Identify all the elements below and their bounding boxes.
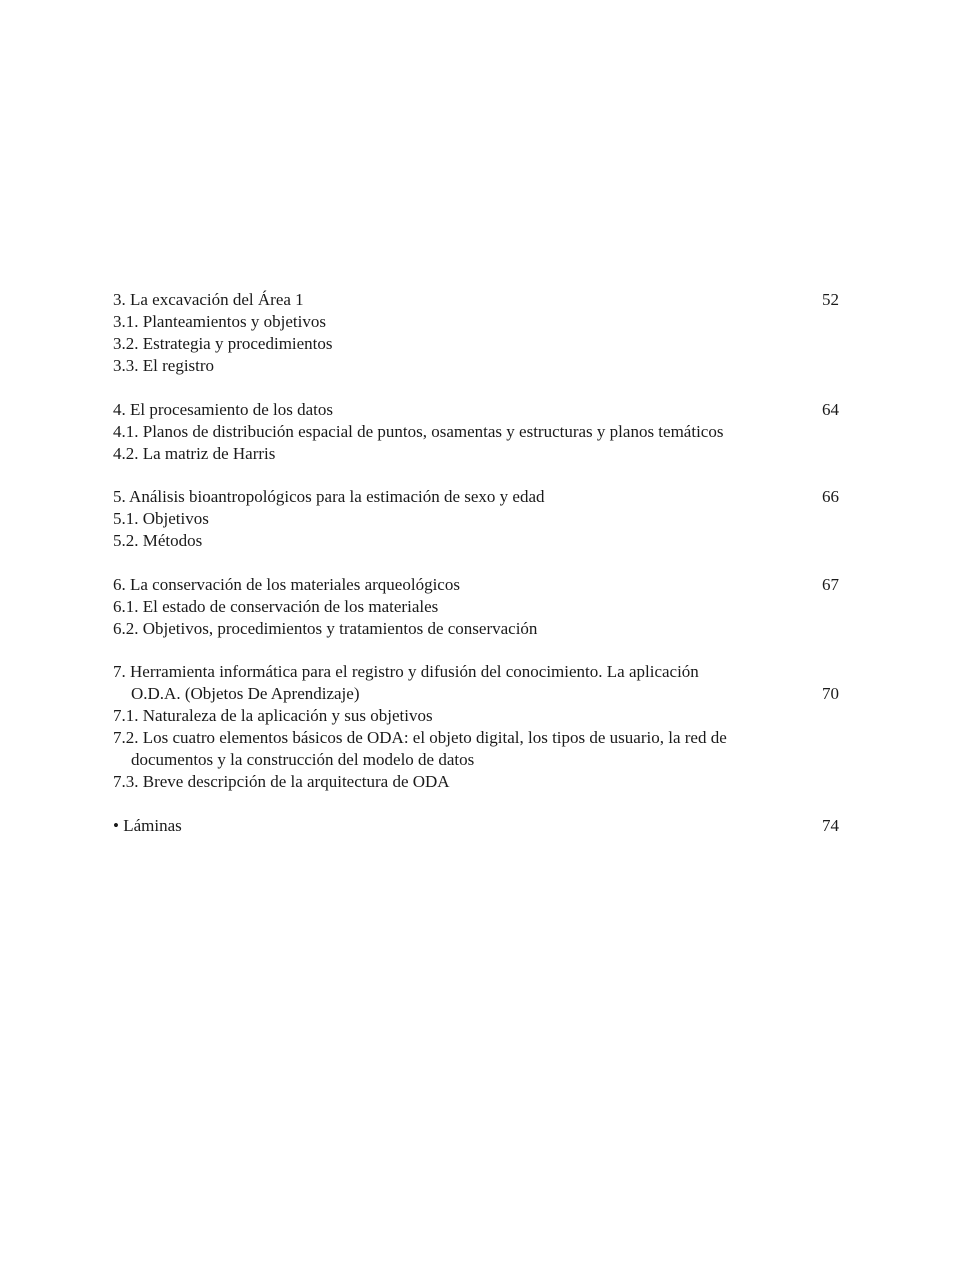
toc-section-5 [113, 486, 839, 552]
toc-section-laminas [113, 815, 839, 837]
toc-item: 5.1. Objetivos [113, 509, 209, 528]
toc-page-number: 67 [822, 574, 839, 594]
toc-section-6 [113, 574, 839, 640]
toc-heading [113, 289, 839, 311]
toc-item-line2: documentos y la construcción del modelo de datos [131, 750, 475, 769]
toc-heading-text: 3. La excavación del Área 1 [113, 290, 304, 309]
toc-item: 4.1. Planos de distribución espacial de puntos, osamentas y estructuras y planos temáticos [113, 421, 724, 441]
toc-item: 3.1. Planteamientos y objetivos [113, 312, 326, 331]
table-of-contents [113, 289, 839, 858]
toc-item: 5.2. Métodos [113, 531, 203, 550]
toc-heading-text: 6. La conservación de los materiales arqueológicos [113, 574, 460, 594]
toc-section-4 [113, 399, 839, 465]
toc-item: 7.1. Naturaleza de la aplicación y sus objetivos [113, 706, 433, 725]
toc-section-7 [113, 661, 839, 793]
toc-page-number: 64 [822, 399, 839, 419]
toc-page-number: 52 [822, 290, 839, 309]
toc-heading-text-line1: 7. Herramienta informática para el registro y difusión del conocimiento. La aplicación [113, 662, 699, 681]
toc-heading-text: • Láminas [113, 815, 182, 835]
toc-heading [113, 399, 839, 421]
toc-heading [113, 815, 839, 837]
toc-heading-text: 4. El procesamiento de los datos [113, 399, 334, 419]
toc-item: 3.2. Estrategia y procedimientos [113, 334, 333, 353]
toc-section-3 [113, 289, 839, 377]
toc-item-line1: 7.2. Los cuatro elementos básicos de ODA: el objeto digital, los tipos de usuario, la red de [113, 728, 727, 747]
toc-item [113, 727, 839, 771]
toc-heading-text: 5. Análisis bioantropológicos para la estimación de sexo y edad [113, 487, 545, 506]
toc-item: 6.1. El estado de conservación de los materiales [113, 596, 439, 616]
toc-page-number: 74 [822, 815, 839, 835]
toc-item: 4.2. La matriz de Harris [113, 443, 276, 463]
toc-heading [113, 574, 839, 596]
toc-item: 6.2. Objetivos, procedimientos y tratamientos de conservación [113, 618, 538, 638]
toc-page-number: 66 [822, 487, 839, 506]
toc-heading [113, 661, 839, 705]
toc-heading-text-line2: O.D.A. (Objetos De Aprendizaje) [131, 684, 360, 703]
toc-heading [113, 486, 839, 508]
toc-page-number: 70 [822, 684, 839, 703]
toc-item: 3.3. El registro [113, 356, 215, 375]
toc-item: 7.3. Breve descripción de la arquitectura de ODA [113, 772, 450, 791]
